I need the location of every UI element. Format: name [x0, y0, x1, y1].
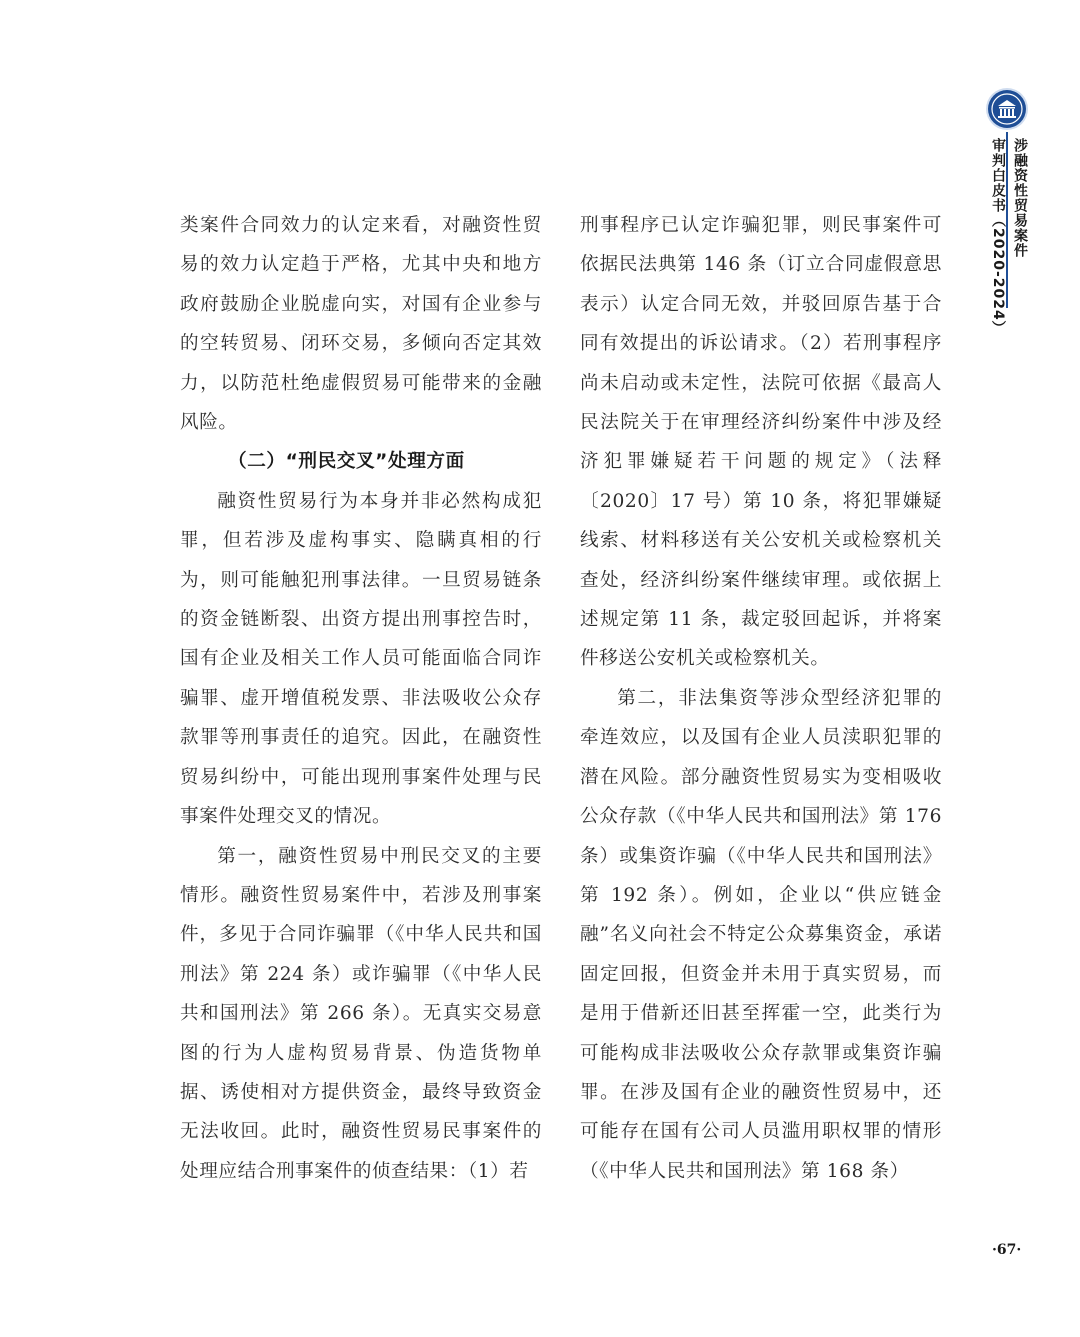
paragraph: 刑事程序已认定诈骗犯罪，则民事案件可依据民法典第 146 条（订立合同虚假意思表示）认定合同无效，并驳回原告基于合同有效提出的诉讼请求。（2）若刑事程序尚未启动或未定性，法院可依据《最高人民法院关于在审理经济纠纷案件中涉及经济犯罪嫌疑若干问题的规定》（法释〔2020〕17 号）第 10 条，将犯罪嫌疑线索、材料移送有关公安机关或检察机关查处，经济纠纷案件继续审理。或依据上述规定第 11 条，裁定驳回起诉，并将案件移送公安机关或检察机关。 — [580, 215, 942, 670]
paragraph: 类案件合同效力的认定来看，对融资性贸易的效力认定趋于严格，尤其中央和地方政府鼓励企业脱虚向实，对国有企业参与的空转贸易、闭环交易，多倾向否定其效力，以防范杜绝虚假贸易可能带来的金融风险。 — [180, 215, 542, 434]
side-title-line1: 涉融资性贸易案件 — [1012, 138, 1028, 258]
page-number: ·67· — [992, 1242, 1022, 1258]
paragraph: 第一，融资性贸易中刑民交叉的主要情形。融资性贸易案件中，若涉及刑事案件，多见于合同诈骗罪（《中华人民共和国刑法》第 224 条）或诈骗罪（《中华人民共和国刑法》第 266 条）。无真实交易意图的行为人虚构贸易背景、伪造货物单据、诱使相对方提供资金，最终导致资金无法收回。此时，融资性贸易民事案件的处理应结合刑事案件的侦查结果：（1）若 — [180, 845, 542, 1182]
left-text-column — [180, 206, 542, 1191]
paragraph: 融资性贸易行为本身并非必然构成犯罪，但若涉及虚构事实、隐瞒真相的行为，则可能触犯刑事法律。一旦贸易链条的资金链断裂、出资方提出刑事控告时，国有企业及相关工作人员可能面临合同诈骗罪、虚开增值税发票、非法吸收公众存款罪等刑事责任的追究。因此，在融资性贸易纠纷中，可能出现刑事案件处理与民事案件处理交叉的情况。 — [180, 490, 542, 828]
paragraph: 第二，非法集资等涉众型经济犯罪的牵连效应，以及国有企业人员渎职犯罪的潜在风险。部分融资性贸易实为变相吸收公众存款（《中华人民共和国刑法》第 176 条）或集资诈骗（《中华人民共和国刑法》第 192 条）。例如，企业以“供应链金融”名义向社会不特定公众募集资金，承诺固定回报，但资金并未用于真实贸易，而是用于借新还旧甚至挥霍一空，此类行为可能构成非法吸收公众存款罪或集资诈骗罪。在涉及国有企业的融资性贸易中，还可能存在国有公司人员滥用职权罪的情形（《中华人民共和国刑法》第 168 条） — [580, 687, 942, 1182]
side-title-line2: 审判白皮书（2020-2024） — [990, 138, 1006, 336]
right-text-column — [580, 206, 942, 1191]
section-heading: （二）“刑民交叉”处理方面 — [228, 451, 465, 473]
court-emblem-icon — [988, 90, 1026, 128]
